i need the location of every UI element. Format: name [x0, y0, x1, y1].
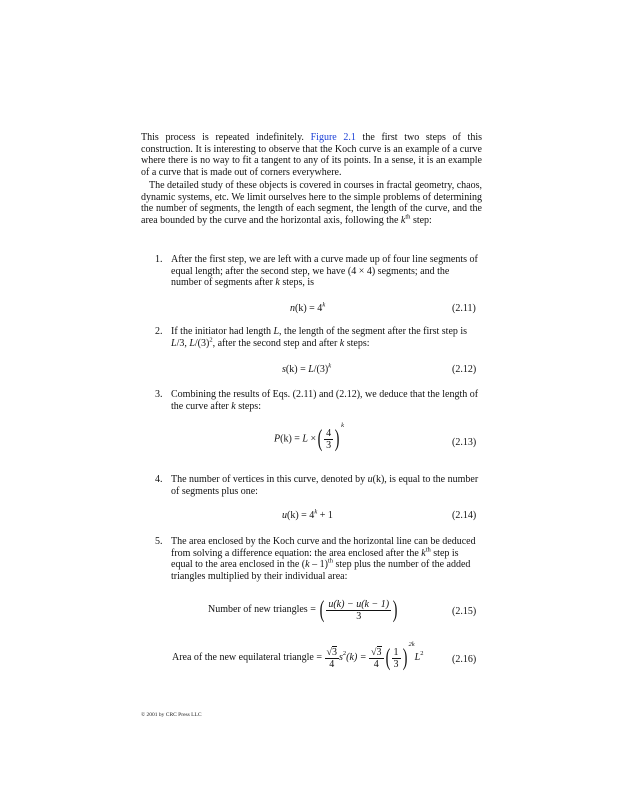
item-text: If the initiator had length — [171, 326, 274, 337]
eq-label: Number of new triangles = — [208, 604, 319, 615]
eq-lhs: s — [282, 364, 286, 375]
item-end: , is equal to the number of segments plus one: — [171, 474, 479, 497]
paragraph-2 — [141, 180, 482, 226]
list-item-4 — [155, 474, 482, 497]
eq-lhs: P — [274, 433, 281, 445]
para1-text: This process is repeated indefinitely. — [141, 132, 311, 143]
eq-label: Area of the new equilateral triangle = — [172, 652, 325, 663]
para2-k: k — [400, 214, 406, 226]
item-th: th — [327, 557, 333, 565]
item-number: 5. — [155, 536, 163, 547]
fraction-denominator: 3 — [326, 439, 332, 451]
equation-2-16 — [172, 640, 424, 671]
fraction-denominator: 3 — [393, 658, 399, 670]
eq-L: L — [308, 364, 314, 375]
left-paren: ( — [319, 597, 325, 623]
eq-sup: k — [322, 301, 326, 309]
fraction-denominator: 4 — [329, 658, 335, 670]
item-number: 1. — [155, 254, 163, 265]
list-item-5 — [155, 536, 482, 582]
para2-th: th — [405, 213, 411, 221]
eq-sup: 2 — [342, 650, 347, 657]
eq-arg: (k) = 4 — [287, 510, 315, 521]
eq-s: s — [339, 652, 343, 663]
item-end: steps: — [235, 400, 261, 412]
fraction-numerator — [369, 647, 384, 659]
item-number: 4. — [155, 474, 163, 485]
item-text: Combining the results of Eqs. (2.11) and (2.12), we deduce that the length of the curve after — [171, 389, 479, 412]
eq-arg: (k) = — [280, 433, 303, 445]
item-text: /(3) — [194, 337, 210, 349]
eq-arg: (k) = — [346, 652, 370, 663]
item-text: , after the second step and after — [212, 337, 340, 349]
equation-number-2-11: (2.11) — [452, 303, 476, 314]
equation-number-2-12: (2.12) — [452, 364, 477, 375]
eq-lhs: n — [290, 303, 295, 314]
left-paren: ( — [385, 645, 390, 671]
fraction — [392, 647, 401, 670]
fraction — [369, 647, 384, 670]
eq-sup: k — [328, 362, 332, 370]
list-item-3 — [155, 389, 482, 412]
equation-2-12 — [282, 364, 331, 376]
fraction-numerator: 1 — [393, 646, 399, 658]
item-k: k — [305, 559, 310, 571]
left-paren: ( — [317, 426, 323, 452]
item-L: L — [171, 337, 177, 349]
item-uk: (k) — [372, 474, 385, 485]
item-text: – 1) — [309, 559, 328, 571]
fraction-denominator: 4 — [373, 658, 379, 670]
item-text: After the first step, we are left with a curve made up of four line segments of equal length; after the second step, we have (4 × 4) segments; and the number of segments after — [171, 254, 478, 289]
eq-L: L — [302, 433, 308, 445]
item-L: L — [273, 326, 280, 337]
eq-exp: 2k — [408, 640, 415, 648]
item-k: k — [339, 337, 345, 349]
eq-arg: (k) = — [285, 364, 309, 375]
eq-lhs: u — [282, 510, 287, 521]
item-end: steps, is — [279, 277, 315, 289]
eq-L: L — [414, 652, 421, 663]
item-L: L — [189, 337, 195, 349]
item-k: k — [231, 400, 236, 412]
list-item-2 — [155, 326, 482, 349]
fraction-numerator: u(k) − u(k − 1) — [328, 598, 390, 610]
fraction-denominator: 3 — [356, 610, 362, 622]
item-text: /3, — [176, 337, 190, 349]
eq-rest: + 1 — [317, 510, 333, 521]
eq-rest: /(3) — [313, 364, 329, 375]
item-text: , the length of the segment after the first step is — [279, 326, 468, 337]
equation-number-2-16: (2.16) — [452, 654, 477, 665]
para2-text: The detailed study of these objects is covered in courses in fractal geometry, chaos, dynamic systems, etc. We limit ourselves here to the simple problems of determining the number of segments, the length of each segment, the length of the curve, and the area bounded by the curve and the horizontal axis, following the — [141, 180, 482, 226]
figure-link[interactable]: Figure 2.1 — [310, 132, 356, 143]
fraction — [326, 599, 391, 622]
equation-2-15 — [208, 598, 399, 622]
eq-sup: k — [341, 421, 345, 429]
item-k: k — [275, 277, 280, 289]
eq-sup: 2 — [420, 650, 424, 657]
item-k: k — [421, 547, 426, 559]
eq-times: × — [307, 433, 317, 445]
item-end: steps: — [344, 337, 370, 349]
copyright-footer: © 2001 by CRC Press LLC — [141, 712, 202, 718]
item-text: The number of vertices in this curve, denoted by — [171, 474, 368, 485]
item-text: The area enclosed by the Koch curve and the horizontal line can be deduced from solving a difference equation: the area enclosed after the — [171, 536, 476, 559]
eq-arg: (k) = 4 — [295, 303, 323, 314]
sqrt-icon: √ — [371, 646, 377, 658]
paragraph-1 — [141, 132, 482, 178]
fraction-numerator — [325, 647, 340, 659]
item-u: u — [367, 474, 373, 485]
radicand: 3 — [332, 646, 338, 658]
right-paren: ) — [402, 645, 407, 671]
radicand: 3 — [376, 646, 382, 658]
fraction — [325, 647, 340, 670]
equation-2-14 — [282, 510, 333, 522]
right-paren: ) — [392, 597, 398, 623]
equation-2-11 — [290, 303, 325, 315]
fraction — [324, 428, 333, 451]
item-text: step plus the number of the added triangles multiplied by their individual area: — [171, 559, 471, 582]
para1-text-end: the first two steps of this construction. It is interesting to observe that the Koch curve is an example of a curve where there is no way to fit a tangent to any of its points. In a sense, it is an example of a curve that is made out of corners everywhere. — [141, 132, 483, 178]
equation-number-2-15: (2.15) — [452, 606, 477, 617]
fraction-numerator: 4 — [326, 427, 332, 439]
item-number: 2. — [155, 326, 163, 337]
equation-2-13 — [274, 421, 345, 452]
sqrt-icon: √ — [326, 646, 333, 658]
equation-number-2-14: (2.14) — [452, 510, 477, 521]
item-sup: 2 — [209, 336, 213, 344]
item-text: step is equal to the area enclosed in the ( — [171, 547, 459, 571]
equation-number-2-13: (2.13) — [452, 437, 477, 448]
para2-end: step: — [410, 214, 432, 226]
item-th: th — [425, 546, 431, 554]
right-paren: ) — [334, 426, 340, 452]
item-number: 3. — [155, 389, 163, 400]
eq-sup: k — [314, 508, 318, 516]
list-item-1 — [155, 254, 482, 289]
